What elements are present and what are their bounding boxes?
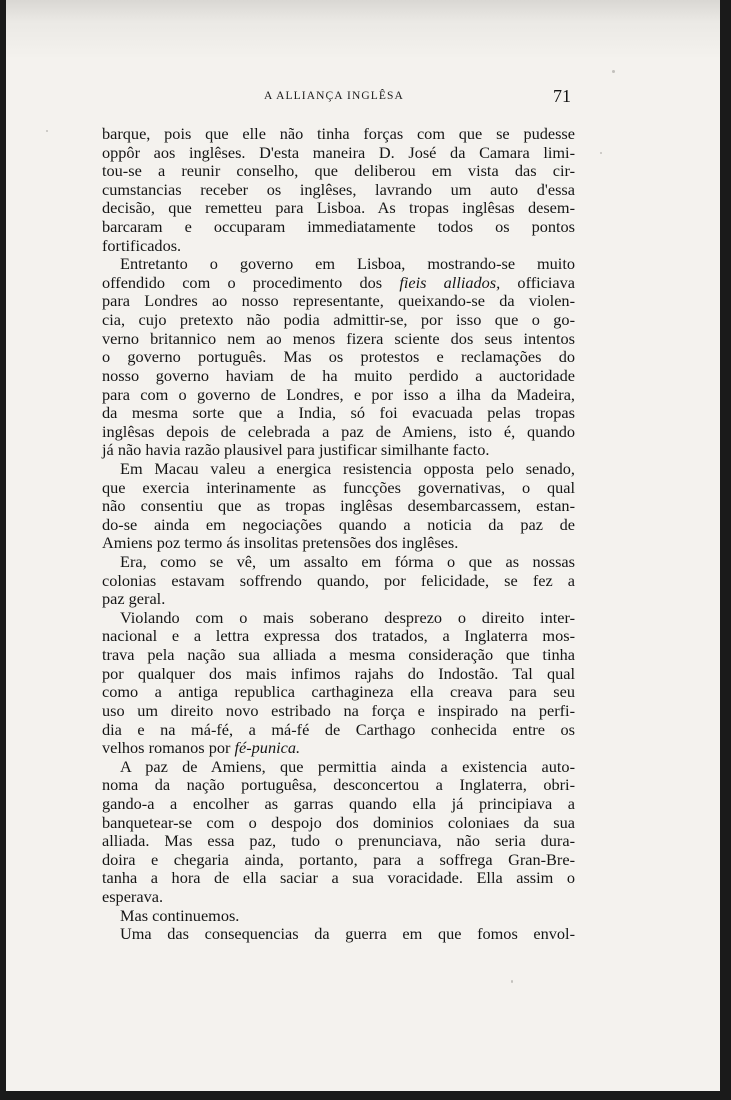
text-line: noma da nação portuguêsa, desconcertou a Inglaterra, obri- [102,775,575,795]
page-number: 71 [553,86,571,106]
text-line: Violando com o mais soberano desprezo o direito inter- [120,607,575,627]
text-line: doira e chegaria ainda, portanto, para a soffrega Gran-Bre- [102,849,575,869]
text-line: barcaram e occuparam immediatamente todos os pontos [102,217,575,237]
text-line: gando-a a encolher as garras quando ella já principiava a [102,793,575,813]
text-line: que exercia interinamente as funcções governativas, o qual [102,477,575,497]
body-text [102,125,575,944]
text-line: decisão, que remetteu para Lisboa. As tropas inglêsas desem- [102,198,575,218]
text-line: cia, cujo pretexto não podia admittir-se, por isso que o go- [102,310,575,330]
text-line: trava pela nação sua alliada a mesma consideração que tinha [102,645,575,665]
text-line: por qualquer dos mais infimos rajahs do Indostão. Tal qual [102,663,575,683]
text-line: alliada. Mas essa paz, tudo o prenunciava, não seria dura- [102,831,575,851]
text-line: Entretanto o governo em Lisboa, mostrando-se muito [120,254,575,274]
text-line: paz geral. [102,589,166,609]
italic-phrase: fieis alliados, [399,272,501,292]
text-line: banquetear-se com o despojo dos dominios coloniaes da sua [102,812,575,832]
italic-phrase: fé-punica. [234,738,301,758]
text-line: Amiens poz termo ás insolitas pretensões dos inglêses. [102,533,459,553]
text-line: Uma das consequencias da guerra em que fomos envol- [120,924,575,944]
text-line: do-se ainda em negociações quando a noticia da paz de [102,514,575,534]
text-line: Em Macau valeu a energica resistencia opposta pelo senado, [120,458,575,478]
text-line: A paz de Amiens, que permittia ainda a existencia auto- [120,756,575,776]
text-line: fortificados. [102,235,182,255]
text-line: uso um direito novo estribado na força e inspirado na perfi- [102,700,575,720]
text-line: não consentiu que as tropas inglêsas desembarcassem, estan- [102,496,575,516]
page-header [6,86,720,106]
text-line: para Londres ao nosso representante, queixando-se da violen- [102,291,575,311]
text-line: colonias estavam soffrendo quando, por felicidade, se fez a [102,570,575,590]
text-line: da mesma sorte que a India, só foi evacuada pelas tropas [102,403,575,423]
text-line: nosso governo haviam de ha muito perdido a auctoridade [102,365,575,385]
text-line: barque, pois que elle não tinha forças com que se pudesse [102,124,575,143]
text-line: como a antiga republica carthagineza ella creava para seu [102,682,575,702]
text-line: dia e na má-fé, a má-fé de Carthago conhecida entre os [102,719,575,739]
text-line: nacional e a lettra expressa dos tratados, a Inglaterra mos- [102,626,575,646]
text-line: tanha a hora de ella saciar a sua voracidade. Ella assim o [102,868,575,888]
text-line: Mas continuemos. [120,905,240,925]
text-line: já não havia razão plausivel para justificar similhante facto. [102,440,490,460]
text-line: cumstancias receber os inglêses, lavrando um auto d'essa [102,179,575,199]
text-line: o governo português. Mas os protestos e reclamações do [102,347,575,367]
speck-mark [46,130,48,132]
speck-mark [511,980,513,983]
text-line: tou-se a reunir conselho, que deliberou em vista das cir- [102,161,575,181]
text-line: para com o governo de Londres, e por isso a ilha da Madeira, [102,384,575,404]
text-line: oppôr aos inglêses. D'esta maneira D. José da Camara limi- [102,142,575,162]
text-line: Era, como se vê, um assalto em fórma o que as nossas [120,552,575,572]
speck-mark [600,152,602,154]
running-title: A ALLIANÇA INGLÊSA [264,90,404,102]
text-line: verno britannico nem ao menos fizera sciente dos seus intentos [102,328,575,348]
text-line: offendido com o procedimento dos fieis alliados, officiava [102,272,575,292]
text-line: esperava. [102,886,164,906]
text-line: inglêsas depois de celebrada a paz de Amiens, isto é, quando [102,421,575,441]
speck-mark [612,70,615,73]
text-line: velhos romanos por fé-punica. [102,738,301,758]
book-page [6,0,720,1091]
